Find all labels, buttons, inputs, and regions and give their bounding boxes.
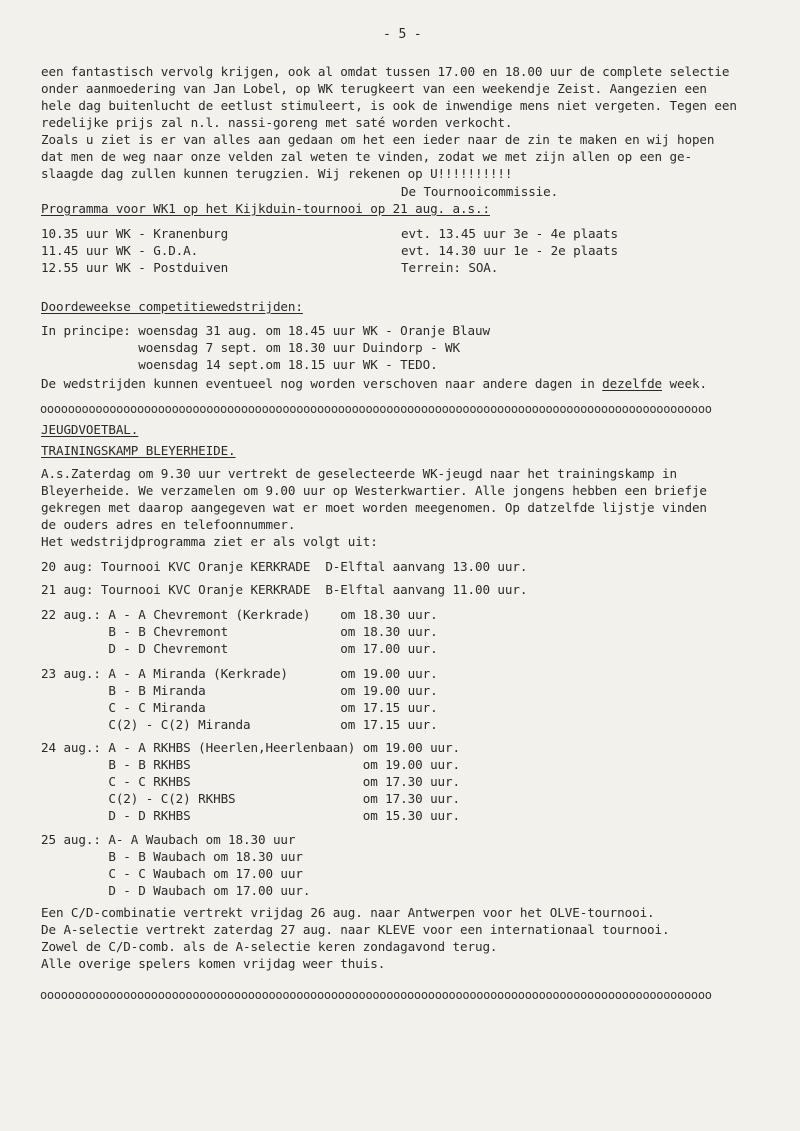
program-line: B - B Waubach om 18.30 uur — [41, 849, 303, 864]
kijkduin-venue: Terrein: SOA. — [401, 260, 499, 275]
program-line: B - B RKHBS om 19.00 uur. — [41, 757, 460, 772]
program-line: 24 aug.: A - A RKHBS (Heerlen,Heerlenbaan) om 19.00 uur. — [41, 740, 460, 755]
jeugd-line: gekregen met daarop aangegeven wat er moet worden meegenomen. Op datzelfde lijstje vinden — [41, 500, 707, 515]
midweek-note-text: De wedstrijden kunnen eventueel nog worden verschoven naar andere dagen in — [41, 376, 603, 391]
program-line: C - C RKHBS om 17.30 uur. — [41, 774, 460, 789]
tournament-line: 20 aug: Tournooi KVC Oranje KERKRADE D-Elftal aanvang 13.00 uur. — [41, 559, 528, 574]
signature: De Tournooicommissie. — [401, 184, 559, 199]
jeugd-heading: JEUGDVOETBAL. — [41, 422, 139, 437]
kijkduin-heading: Programma voor WK1 op het Kijkduin-tournooi op 21 aug. a.s.: — [41, 201, 490, 216]
intro-line: hele dag buitenlucht de eetlust stimuleert, is ook de inwendige mens niet vergeten. Tegen een — [41, 98, 737, 113]
kijkduin-match: 12.55 uur WK - Postduiven — [41, 260, 229, 275]
midweek-line: woensdag 14 sept.om 18.15 uur WK - TEDO. — [41, 357, 438, 372]
program-line: C - C Miranda om 17.15 uur. — [41, 700, 438, 715]
kijkduin-match: 10.35 uur WK - Kranenburg — [41, 226, 229, 241]
program-line: D - D Chevremont om 17.00 uur. — [41, 641, 438, 656]
program-line: B - B Chevremont om 18.30 uur. — [41, 624, 438, 639]
jeugd-line: Bleyerheide. We verzamelen om 9.00 uur op Westerkwartier. Alle jongens hebben een briefje — [41, 483, 707, 498]
program-line: 23 aug.: A - A Miranda (Kerkrade) om 19.00 uur. — [41, 666, 438, 681]
program-line: C(2) - C(2) RKHBS om 17.30 uur. — [41, 791, 460, 806]
closing-line: Alle overige spelers komen vrijdag weer thuis. — [41, 956, 386, 971]
closing-line: De A-selectie vertrekt zaterdag 27 aug. naar KLEVE voor een internationaal tournooi. — [41, 922, 670, 937]
intro-line: Zoals u ziet is er van alles aan gedaan om het een ieder naar de zin te maken en wij hopen — [41, 132, 715, 147]
tournament-line: 21 aug: Tournooi KVC Oranje KERKRADE B-Elftal aanvang 11.00 uur. — [41, 582, 528, 597]
midweek-heading: Doordeweekse competitiewedstrijden: — [41, 299, 303, 314]
program-line: C - C Waubach om 17.00 uur — [41, 866, 303, 881]
program-line: 22 aug.: A - A Chevremont (Kerkrade) om 18.30 uur. — [41, 607, 438, 622]
kijkduin-final: evt. 13.45 uur 3e - 4e plaats — [401, 226, 618, 241]
program-line: D - D RKHBS om 15.30 uur. — [41, 808, 460, 823]
jeugd-line: de ouders adres en telefoonnummer. — [41, 517, 296, 532]
kijkduin-final: evt. 14.30 uur 1e - 2e plaats — [401, 243, 618, 258]
program-line: C(2) - C(2) Miranda om 17.15 uur. — [41, 717, 438, 732]
intro-line: onder aanmoedering van Jan Lobel, op WK terugkeert van een weekendje Zeist. Aangezien een — [41, 81, 707, 96]
jeugd-subheading: TRAININGSKAMP BLEYERHEIDE. — [41, 443, 236, 458]
section-separator: ooooooooooooooooooooooooooooooooooooooooooooooooooooooooooooooooooooooooooooooooooooooooooooooooo — [40, 402, 712, 416]
intro-line: een fantastisch vervolg krijgen, ook al omdat tussen 17.00 en 18.00 uur de complete selectie — [41, 64, 730, 79]
program-line: B - B Miranda om 19.00 uur. — [41, 683, 438, 698]
midweek-note-end: week. — [662, 376, 707, 391]
midweek-note — [41, 378, 707, 391]
page-number: - 5 - — [383, 27, 422, 42]
midweek-note-emphasis: dezelfde — [602, 376, 663, 391]
closing-line: Een C/D-combinatie vertrekt vrijdag 26 aug. naar Antwerpen voor het OLVE-tournooi. — [41, 905, 655, 920]
closing-line: Zowel de C/D-comb. als de A-selectie keren zondagavond terug. — [41, 939, 498, 954]
kijkduin-match: 11.45 uur WK - G.D.A. — [41, 243, 199, 258]
intro-line: dat men de weg naar onze velden zal weten te vinden, zodat we met zijn allen op een ge- — [41, 149, 692, 164]
section-separator: ooooooooooooooooooooooooooooooooooooooooooooooooooooooooooooooooooooooooooooooooooooooooooooooooo — [40, 988, 712, 1002]
midweek-line: In principe: woensdag 31 aug. om 18.45 uur WK - Oranje Blauw — [41, 323, 490, 338]
intro-line: redelijke prijs zal n.l. nassi-goreng met saté worden verkocht. — [41, 115, 513, 130]
jeugd-line: Het wedstrijdprogramma ziet er als volgt uit: — [41, 534, 378, 549]
program-line: 25 aug.: A- A Waubach om 18.30 uur — [41, 832, 296, 847]
program-line: D - D Waubach om 17.00 uur. — [41, 883, 311, 898]
jeugd-line: A.s.Zaterdag om 9.30 uur vertrekt de geselecteerde WK-jeugd naar het trainingskamp in — [41, 466, 677, 481]
midweek-line: woensdag 7 sept. om 18.30 uur Duindorp - WK — [41, 340, 460, 355]
intro-line: slaagde dag zullen kunnen terugzien. Wij rekenen op U!!!!!!!!!! — [41, 166, 513, 181]
